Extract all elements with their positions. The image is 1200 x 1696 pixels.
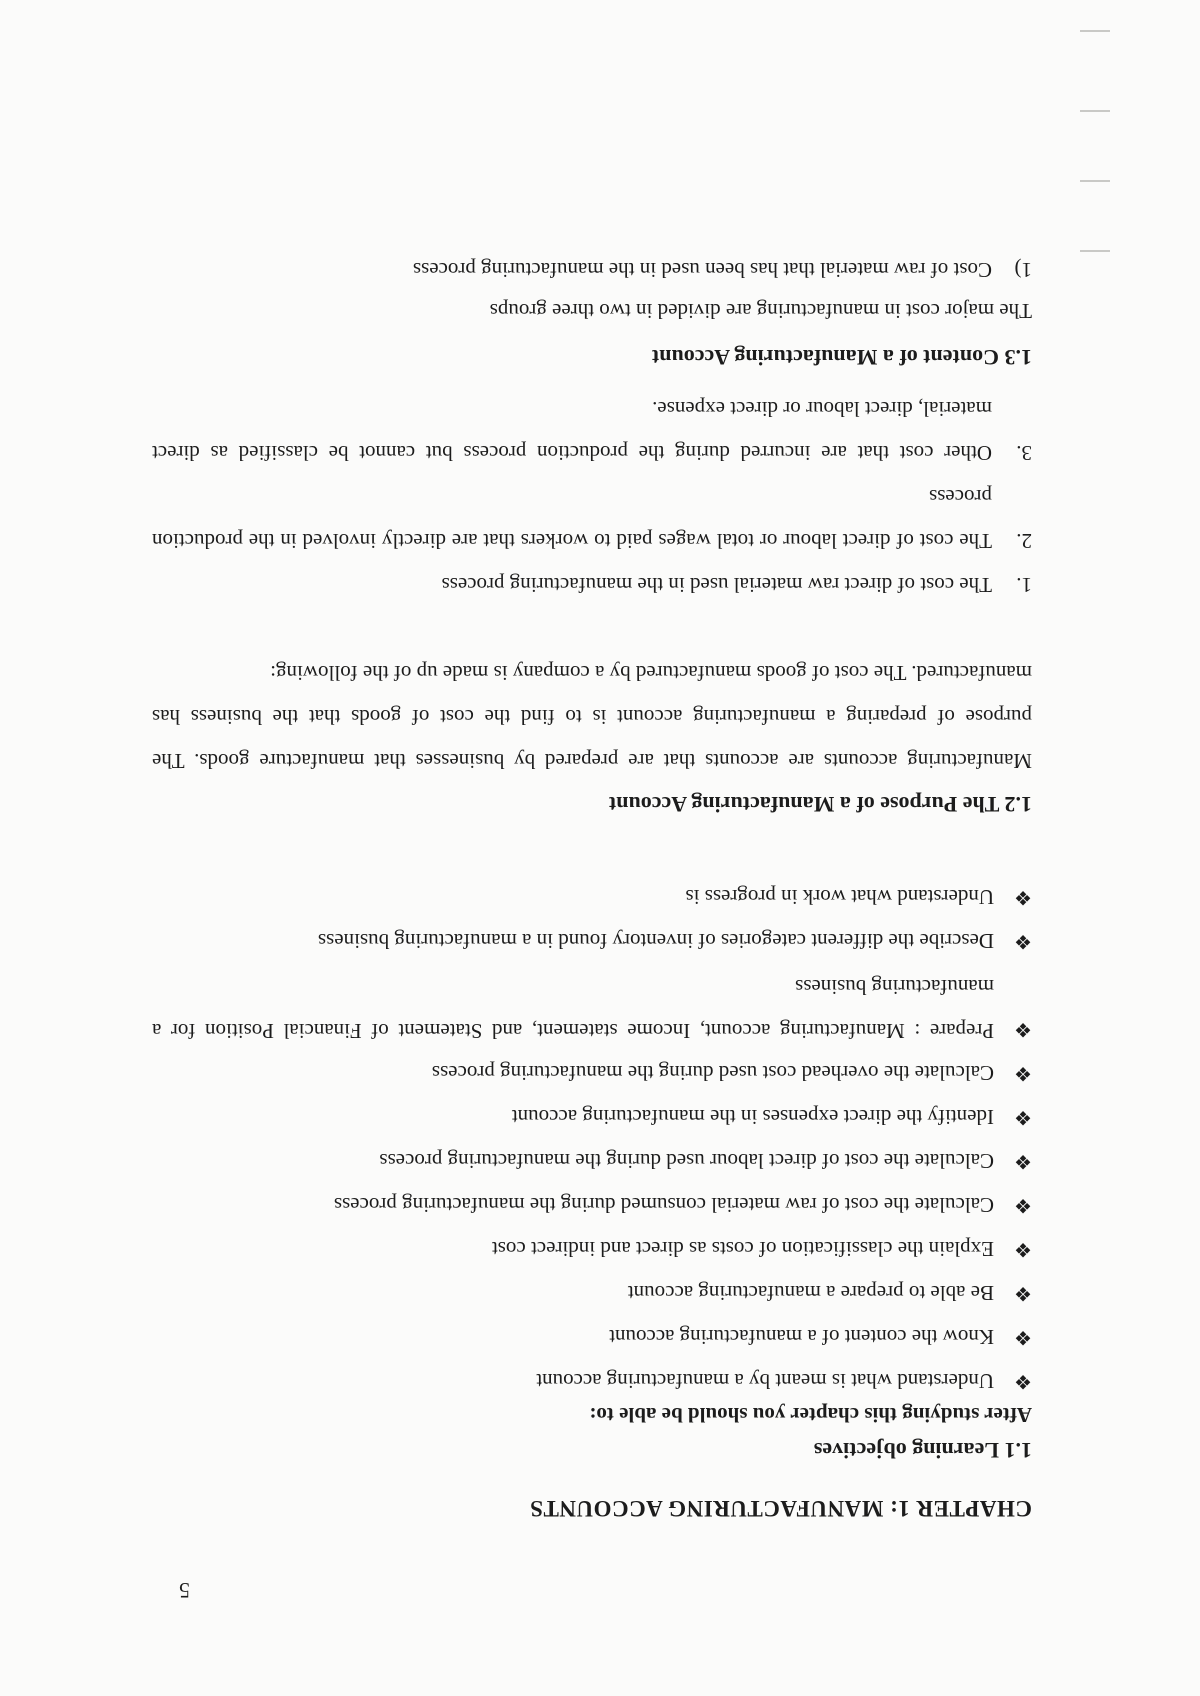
cost-components-list bbox=[152, 387, 1032, 607]
page-number: 5 bbox=[179, 1578, 190, 1603]
diamond-bullet-icon: ❖ bbox=[1014, 1018, 1032, 1040]
list-item: ❖ Explain the classification of costs as direct and indirect cost bbox=[491, 1237, 1032, 1261]
diamond-bullet-icon: ❖ bbox=[1014, 930, 1032, 952]
list-item: ❖ Calculate the cost of direct labour used during the manufacturing process bbox=[379, 1149, 1032, 1173]
diamond-bullet-icon: ❖ bbox=[1014, 1326, 1032, 1348]
major-costs-list bbox=[152, 248, 1032, 292]
list-item: ❖ Calculate the cost of raw material consumed during the manufacturing process bbox=[333, 1193, 1032, 1217]
list-item: 1) Cost of raw material that has been used in the manufacturing process bbox=[412, 258, 1032, 282]
list-item: ❖ Describe the different categories of inventory found in a manufacturing business bbox=[317, 929, 1032, 953]
list-item: ❖ Prepare : Manufacturing account, Income statement, and Statement of Financial Position for a manufacturing business bbox=[152, 975, 1032, 1043]
list-item: 2. The cost of direct labour or total wages paid to workers that are directly involved in the production process bbox=[152, 485, 1032, 553]
section-1-1-heading: 1.1 Learning objectives bbox=[813, 1438, 1032, 1463]
diamond-bullet-icon: ❖ bbox=[1014, 1370, 1032, 1392]
diamond-bullet-icon: ❖ bbox=[1014, 1238, 1032, 1260]
diamond-bullet-icon: ❖ bbox=[1014, 1150, 1032, 1172]
diamond-bullet-icon: ❖ bbox=[1014, 886, 1032, 908]
diamond-bullet-icon: ❖ bbox=[1014, 1106, 1032, 1128]
chapter-title: CHAPTER 1: MANUFACTURING ACCOUNTS bbox=[529, 1496, 1032, 1521]
objectives-intro: After studying this chapter you should be able to: bbox=[589, 1403, 1032, 1427]
list-item: 1. The cost of direct raw material used in the manufacturing process bbox=[441, 573, 1032, 597]
list-item: ❖ Be able to prepare a manufacturing account bbox=[627, 1281, 1032, 1305]
list-item: 3. Other cost that are incurred during the production process but cannot be classified as direct material, direct labour or direct expense. bbox=[152, 397, 1032, 465]
learning-objectives-list bbox=[152, 866, 1032, 1394]
section-1-2-heading: 1.2 The Purpose of a Manufacturing Account bbox=[608, 792, 1032, 817]
content-paragraph: The major cost in manufacturing are divided in two three groups bbox=[489, 299, 1032, 323]
list-item: ❖ Identify the direct expenses in the manufacturing account bbox=[511, 1105, 1032, 1129]
list-item: ❖ Calculate the overhead cost used during the manufacturing process bbox=[431, 1061, 1032, 1085]
diamond-bullet-icon: ❖ bbox=[1014, 1282, 1032, 1304]
list-item: ❖ Understand what work in progress is bbox=[685, 885, 1032, 909]
section-1-3-heading: 1.3 Content of a Manufacturing Account bbox=[651, 345, 1032, 370]
list-item: ❖ Understand what is meant by a manufacturing account bbox=[536, 1369, 1032, 1393]
diamond-bullet-icon: ❖ bbox=[1014, 1062, 1032, 1084]
list-item: ❖ Know the content of a manufacturing account bbox=[609, 1325, 1032, 1349]
purpose-paragraph: Manufacturing accounts are accounts that are prepared by businesses that manufacture goods. The purpose of preparing a manufacturing account is to find the cost of goods that the business has manufactured. The cost of goods manufactured by a company is made up of the following: bbox=[152, 661, 1032, 773]
diamond-bullet-icon: ❖ bbox=[1014, 1194, 1032, 1216]
